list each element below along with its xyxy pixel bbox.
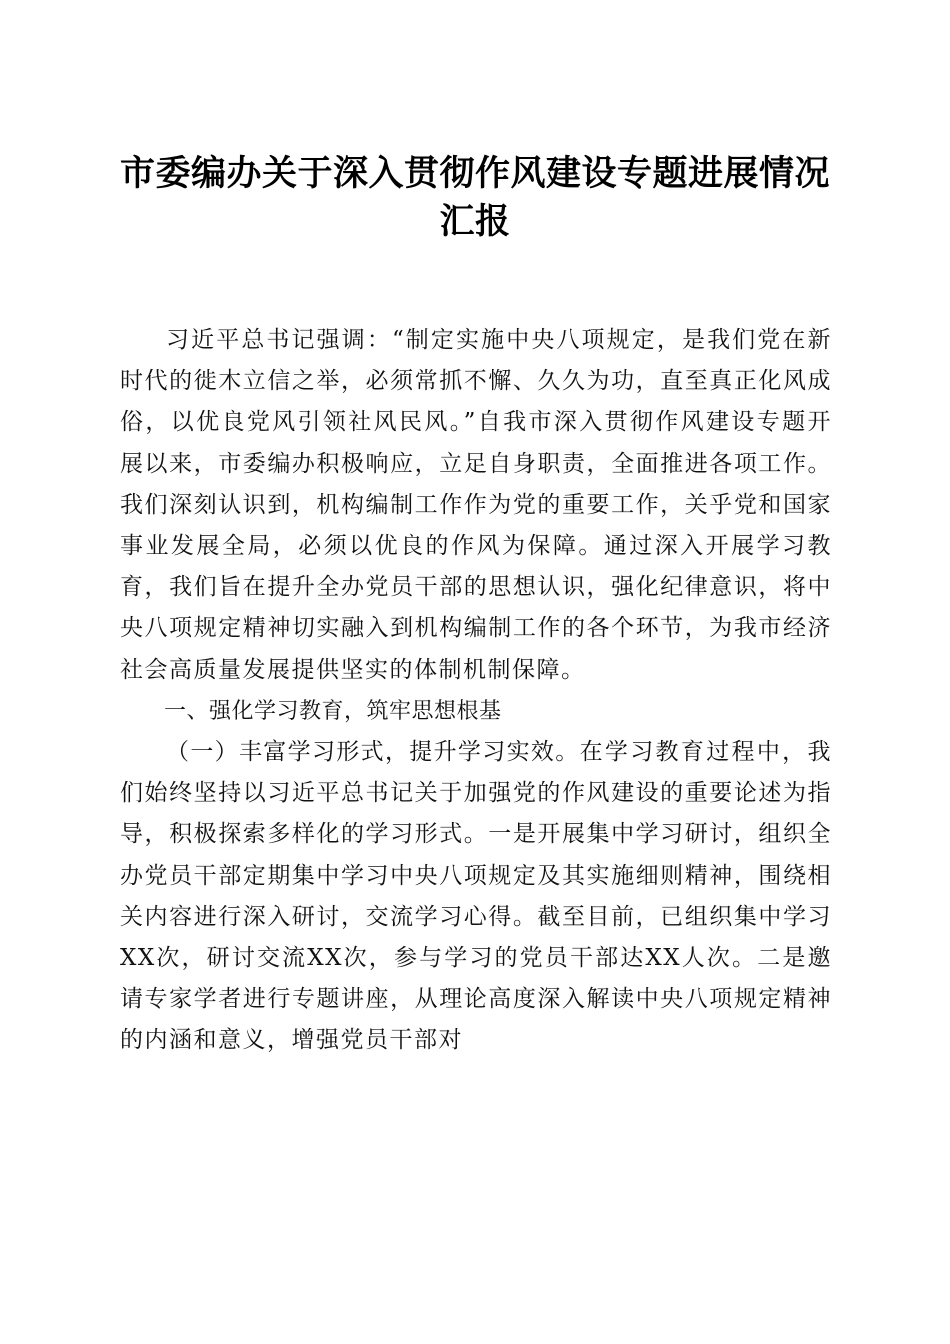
subsection-body-1: 在学习教育过程中，我们始终坚持以习近平总书记关于加强党的作风建设的重要论述为指导，积极探索多样化的学习形式。一是开展集中学习研讨，组织全办党员干部定期集中学习中央八项规定及其实施细则精神，围绕相关内容进行深入研讨，交流学习心得。截至目前，已组织集中学习XX次，研讨交流XX次，参与学习的党员干部达XX人次。二是邀请专家学者进行专题讲座，从理论高度深入解读中央八项规定精神的内涵和意义，增强党员干部对 xyxy=(120,739,833,1054)
subsection-heading-1: （一）丰富学习形式，提升学习实效。 xyxy=(166,739,580,766)
document-body xyxy=(120,320,832,1062)
section-heading-1: 一、强化学习教育，筑牢思想根基 xyxy=(164,698,502,724)
title-line-2: 汇报 xyxy=(439,201,511,242)
title-line-1: 市委编办关于深入贯彻作风建设专题进展情况 xyxy=(119,153,830,194)
document-title xyxy=(100,150,850,246)
intro-paragraph: 习近平总书记强调：“制定实施中央八项规定，是我们党在新时代的徙木立信之举，必须常抓不懈、久久为功，直至真正化风成俗，以优良党风引领社风民风。”自我市深入贯彻作风建设专题开展以来，市委编办积极响应，立足自身职责，全面推进各项工作。我们深刻认识到，机构编制工作作为党的重要工作，关乎党和国家事业发展全局，必须以优良的作风为保障。通过深入开展学习教育，我们旨在提升全办党员干部的思想认识，强化纪律意识，将中央八项规定精神切实融入到机构编制工作的各个环节，为我市经济社会高质量发展提供坚实的体制机制保障。 xyxy=(120,327,832,683)
subsection-paragraph-1 xyxy=(120,732,832,1062)
